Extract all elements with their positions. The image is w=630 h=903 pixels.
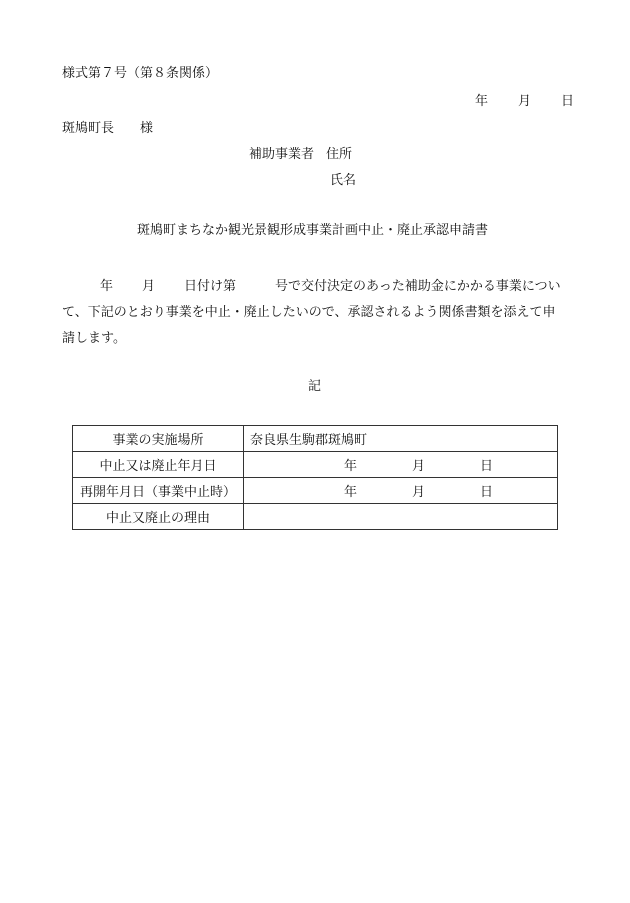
submission-date [475,94,574,110]
body-line-2: て、下記のとおり事業を中止・廃止したいので、承認されるよう関係書類を添えて申 [62,305,556,320]
body-line-1 [62,274,572,300]
applicant-role: 補助事業者 [249,147,315,162]
stop-date-month: 月 [412,459,426,474]
applicant-address-label: 住所 [326,147,353,162]
resume-date-year: 年 [344,485,358,500]
row-label-stop-date: 中止又は廃止年月日 [73,452,244,478]
row-value-reason [244,504,558,530]
row-label-resume-date: 再開年月日（事業中止時） [73,478,244,504]
row-value-stop-date [244,452,558,478]
body-line-3: 請します。 [62,331,126,346]
date-month-label: 月 [518,94,532,109]
table-row [73,504,558,530]
row-value-location: 奈良県生駒郡斑鳩町 [244,426,558,452]
resume-date-month: 月 [412,485,426,500]
application-body [62,274,572,352]
body-month-label: 月 [142,279,156,294]
body-year-label: 年 [100,279,114,294]
date-day-label: 日 [561,94,575,109]
table-row [73,478,558,504]
body-line-1-rest: 号で交付決定のあった補助金にかかる事業につい [275,279,561,294]
row-label-location: 事業の実施場所 [73,426,244,452]
addressee-name: 斑鳩町長 [62,121,115,136]
detail-table [72,425,558,530]
document-title: 斑鳩町まちなか観光景観形成事業計画中止・廃止承認申請書 [137,223,489,238]
addressee [62,121,153,137]
row-value-resume-date [244,478,558,504]
applicant-address-line [249,147,352,163]
ki-heading: 記 [308,379,322,394]
stop-date-day: 日 [480,459,494,474]
resume-date-day: 日 [480,485,494,500]
form-number: 様式第７号（第８条関係） [62,66,219,81]
applicant-name-label: 氏名 [330,173,357,188]
addressee-honorific: 様 [140,121,154,136]
date-year-label: 年 [475,94,489,109]
table-row [73,452,558,478]
table-row [73,426,558,452]
row-label-reason: 中止又廃止の理由 [73,504,244,530]
body-date-suffix: 日付け第 [184,279,237,294]
stop-date-year: 年 [344,459,358,474]
